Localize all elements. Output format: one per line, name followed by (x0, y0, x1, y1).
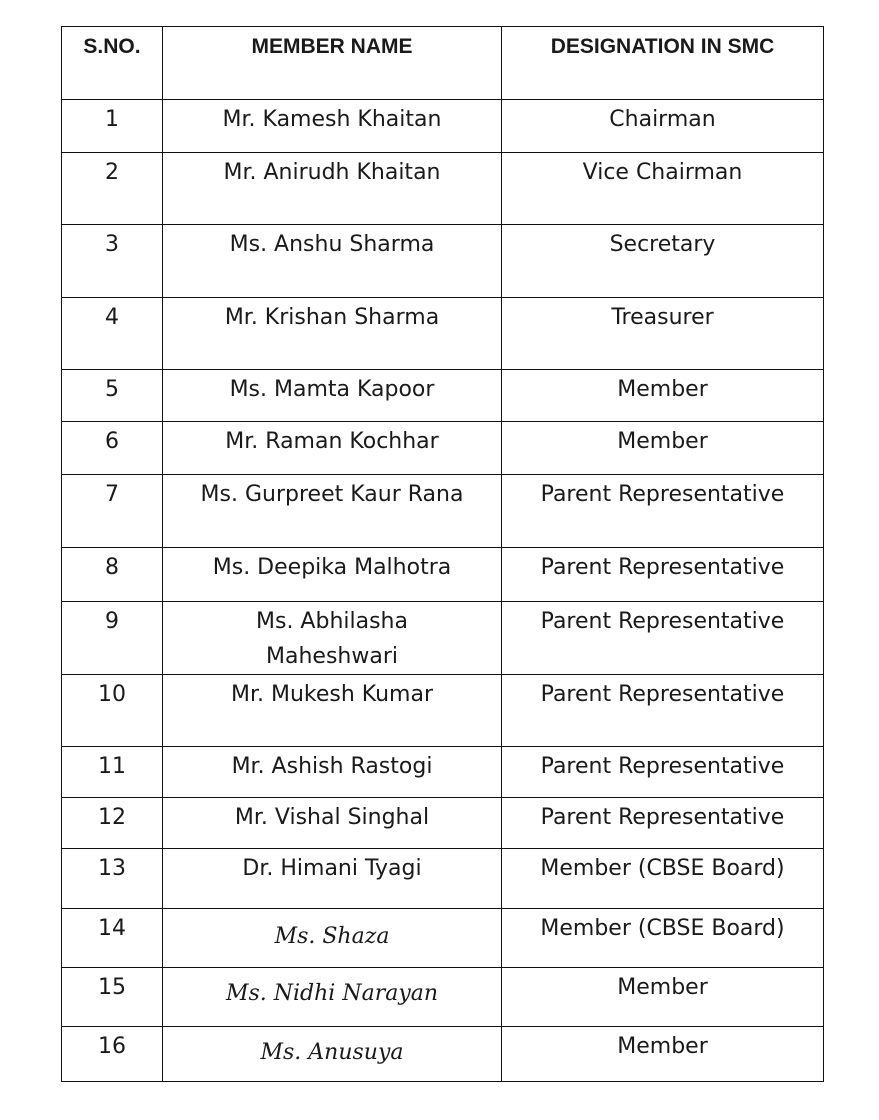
cell-sno: 6 (62, 422, 163, 475)
cell-member-name: Mr. Ashish Rastogi (163, 747, 502, 798)
cell-designation: Parent Representative (502, 548, 824, 602)
cell-designation: Member (502, 370, 824, 422)
table-row (62, 225, 824, 298)
cell-member-name: Ms. Deepika Malhotra (163, 548, 502, 602)
cell-member-name: Ms. Abhilasha Maheshwari (163, 602, 502, 675)
cell-member-name: Mr. Anirudh Khaitan (163, 153, 502, 225)
cell-member-name: Ms. Gurpreet Kaur Rana (163, 475, 502, 548)
cell-designation: Chairman (502, 100, 824, 153)
smc-members-table (61, 26, 824, 1082)
cell-member-name: Mr. Krishan Sharma (163, 298, 502, 370)
header-designation: DESIGNATION IN SMC (502, 27, 824, 100)
cell-sno: 11 (62, 747, 163, 798)
cell-sno: 9 (62, 602, 163, 675)
cell-sno: 2 (62, 153, 163, 225)
cell-member-name: Mr. Kamesh Khaitan (163, 100, 502, 153)
cell-member-name: Mr. Raman Kochhar (163, 422, 502, 475)
cell-designation: Member (CBSE Board) (502, 909, 824, 968)
header-sno: S.NO. (62, 27, 163, 100)
cell-designation: Treasurer (502, 298, 824, 370)
cell-designation: Parent Representative (502, 798, 824, 849)
cell-designation: Member (502, 422, 824, 475)
cell-member-name-handwritten: Ms. Anusuya (163, 1027, 502, 1082)
cell-designation: Member (CBSE Board) (502, 849, 824, 909)
cell-sno: 15 (62, 968, 163, 1027)
cell-member-name: Mr. Mukesh Kumar (163, 675, 502, 747)
cell-designation: Parent Representative (502, 675, 824, 747)
table-row (62, 475, 824, 548)
table-row (62, 849, 824, 909)
table-row (62, 602, 824, 675)
table-row (62, 747, 824, 798)
cell-member-name: Dr. Himani Tyagi (163, 849, 502, 909)
table-row (62, 422, 824, 475)
table-row (62, 298, 824, 370)
cell-designation: Parent Representative (502, 747, 824, 798)
cell-designation: Secretary (502, 225, 824, 298)
header-member-name: MEMBER NAME (163, 27, 502, 100)
cell-sno: 16 (62, 1027, 163, 1082)
table-header-row (62, 27, 824, 100)
cell-member-name-handwritten: Ms. Nidhi Narayan (163, 968, 502, 1027)
table-row (62, 675, 824, 747)
cell-sno: 13 (62, 849, 163, 909)
cell-sno: 3 (62, 225, 163, 298)
cell-member-name-handwritten: Ms. Shaza (163, 909, 502, 968)
table-row (62, 909, 824, 968)
cell-sno: 14 (62, 909, 163, 968)
table-row (62, 153, 824, 225)
cell-member-name: Ms. Anshu Sharma (163, 225, 502, 298)
cell-designation: Vice Chairman (502, 153, 824, 225)
cell-designation: Parent Representative (502, 475, 824, 548)
table-row (62, 798, 824, 849)
cell-sno: 12 (62, 798, 163, 849)
cell-sno: 5 (62, 370, 163, 422)
table-row (62, 968, 824, 1027)
cell-sno: 10 (62, 675, 163, 747)
cell-member-name: Ms. Mamta Kapoor (163, 370, 502, 422)
cell-sno: 4 (62, 298, 163, 370)
table-row (62, 100, 824, 153)
cell-designation: Parent Representative (502, 602, 824, 675)
table-row (62, 370, 824, 422)
table-row (62, 1027, 824, 1082)
cell-sno: 7 (62, 475, 163, 548)
table-row (62, 548, 824, 602)
cell-designation: Member (502, 1027, 824, 1082)
cell-member-name: Mr. Vishal Singhal (163, 798, 502, 849)
cell-designation: Member (502, 968, 824, 1027)
cell-sno: 1 (62, 100, 163, 153)
cell-sno: 8 (62, 548, 163, 602)
